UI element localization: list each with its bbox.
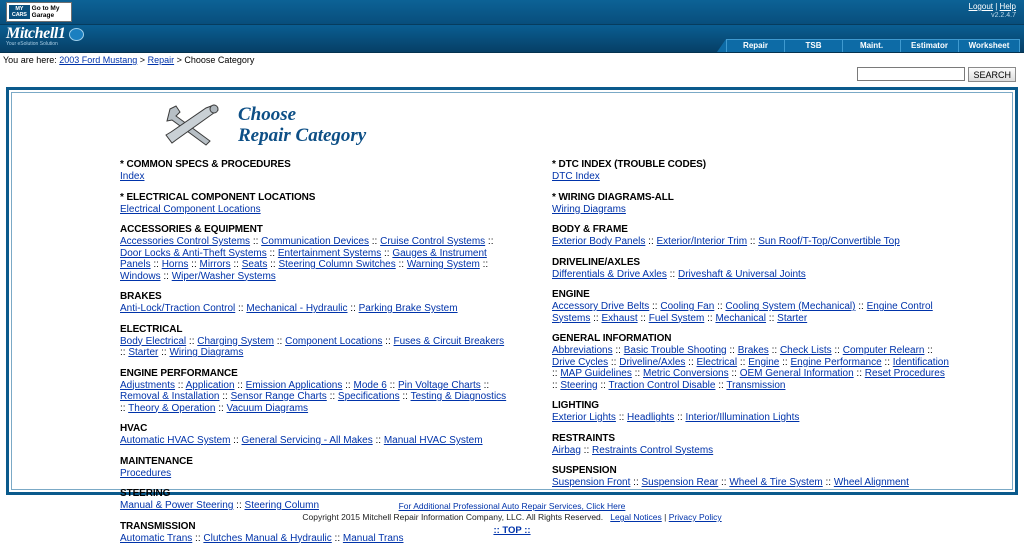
category-link[interactable]: OEM General Information: [739, 368, 854, 379]
brand-badge-icon: [69, 28, 84, 41]
link-separator: ::: [267, 259, 279, 270]
link-separator: ::: [234, 379, 246, 391]
link-separator: ::: [150, 259, 162, 270]
category-link[interactable]: Entertainment Systems: [277, 247, 382, 259]
category-columns: [12, 153, 1012, 553]
category-group-links: [120, 533, 512, 545]
category-group-links: [552, 477, 952, 489]
left-category-column: [12, 159, 512, 553]
category-group-links: [120, 171, 512, 183]
link-separator: ::: [192, 532, 204, 544]
category-link[interactable]: Basic Trouble Shooting: [623, 345, 727, 356]
category-group: [552, 465, 1012, 489]
link-separator: ::: [580, 444, 593, 456]
brand-name: Mitchell1: [6, 25, 66, 42]
category-link[interactable]: Traction Control Disable: [608, 379, 716, 391]
page-title-line-1: Choose: [238, 104, 297, 125]
link-separator: ::: [331, 532, 343, 544]
category-link[interactable]: Computer Relearn: [842, 345, 925, 356]
category-group-title: ENGINE: [552, 289, 590, 300]
category-group-title: DRIVELINE/AXLES: [552, 256, 640, 268]
link-separator: ::: [479, 259, 489, 270]
category-link[interactable]: Suspension Rear: [641, 477, 719, 488]
link-separator: ::: [395, 259, 407, 270]
category-link[interactable]: Wiper/Washer Systems: [171, 270, 276, 282]
category-link[interactable]: Manual Trans: [342, 532, 404, 544]
category-link[interactable]: Suspension Front: [552, 477, 631, 488]
category-link[interactable]: Adjustments: [120, 379, 176, 391]
category-group-title: STEERING: [120, 488, 171, 499]
category-group-title: * COMMON SPECS & PROCEDURES: [120, 159, 291, 170]
category-link[interactable]: Application: [185, 379, 235, 391]
link-separator: ::: [714, 301, 726, 312]
category-group: [552, 400, 1012, 424]
category-link[interactable]: Mirrors: [199, 259, 231, 270]
category-link[interactable]: Check Lists: [779, 345, 832, 356]
version-label: v2.2.4.7: [991, 12, 1016, 19]
category-link[interactable]: Windows: [120, 270, 161, 282]
category-link[interactable]: Starter: [777, 312, 808, 324]
category-link[interactable]: Fuses & Circuit Breakers: [393, 335, 505, 347]
category-link[interactable]: Electrical Component Locations: [120, 203, 261, 215]
link-separator: ::: [597, 379, 609, 391]
tab-worksheet[interactable]: Worksheet: [958, 39, 1020, 52]
category-link[interactable]: Manual HVAC System: [383, 435, 483, 446]
link-separator: ::: [250, 236, 262, 247]
category-link[interactable]: Mechanical - Hydraulic: [246, 303, 348, 314]
category-link[interactable]: Exterior Body Panels: [552, 236, 646, 247]
category-link[interactable]: Warning System: [406, 259, 480, 270]
category-group: [552, 224, 1012, 248]
category-group-title: TRANSMISSION: [120, 520, 196, 532]
category-group: [552, 159, 1012, 183]
link-separator: ::: [612, 345, 624, 356]
link-separator: ::: [160, 270, 172, 282]
category-link[interactable]: Engine Control Systems: [552, 301, 933, 324]
category-link[interactable]: Wheel & Tire System: [729, 477, 823, 488]
top-bar: [0, 0, 1024, 25]
page-title: [238, 104, 366, 146]
category-link[interactable]: Mode 6: [353, 379, 387, 391]
category-group-links: [552, 412, 952, 424]
category-group-title: * WIRING DIAGRAMS-ALL: [552, 191, 674, 203]
topbar-divider: |: [995, 2, 998, 11]
category-link[interactable]: DTC Index: [552, 171, 600, 182]
logout-link[interactable]: Logout: [968, 2, 993, 11]
category-link[interactable]: Driveline/Axles: [619, 356, 686, 368]
category-group-links: [552, 445, 952, 457]
category-link[interactable]: Charging System: [197, 335, 274, 347]
category-link[interactable]: Exterior Lights: [552, 412, 616, 423]
breadcrumb-sep-2: >: [176, 55, 182, 65]
link-separator: ::: [637, 312, 649, 324]
link-separator: ::: [381, 247, 393, 259]
link-separator: ::: [485, 236, 494, 247]
tab-estimator[interactable]: Estimator: [900, 39, 958, 52]
category-group-links: [120, 500, 512, 512]
tab-repair[interactable]: Repair: [726, 39, 784, 52]
category-group: [552, 289, 1012, 324]
category-link[interactable]: Cruise Control Systems: [380, 236, 486, 247]
link-separator: ::: [230, 435, 242, 446]
link-separator: ::: [649, 301, 661, 312]
link-separator: ::: [273, 335, 286, 347]
category-link[interactable]: Differentials & Drive Axles: [552, 268, 667, 280]
help-link[interactable]: Help: [999, 2, 1016, 11]
category-link[interactable]: Communication Devices: [261, 236, 369, 247]
category-group-links: [552, 301, 952, 324]
category-link[interactable]: Index: [120, 171, 145, 182]
breadcrumb-vehicle[interactable]: 2003 Ford Mustang: [59, 55, 138, 65]
link-separator: ::: [768, 345, 780, 356]
category-link[interactable]: Electrical: [696, 356, 738, 368]
category-link[interactable]: Removal & Installation: [120, 391, 220, 402]
footer-sep: |: [664, 512, 667, 522]
category-group-links: [552, 171, 952, 183]
category-link[interactable]: Steering Column Switches: [278, 259, 396, 270]
category-link[interactable]: Abbreviations: [552, 345, 613, 356]
link-separator: ::: [219, 391, 231, 402]
category-link[interactable]: Starter: [128, 347, 159, 358]
category-group-title: * ELECTRICAL COMPONENT LOCATIONS: [120, 191, 316, 203]
link-separator: ::: [158, 347, 170, 358]
my-garage-label: Go to My Garage: [31, 5, 60, 19]
category-link[interactable]: Cooling Fan: [660, 301, 715, 312]
category-link[interactable]: Accessories Control Systems: [120, 236, 251, 247]
category-link[interactable]: Identification: [892, 356, 949, 368]
link-separator: ::: [369, 236, 381, 247]
link-separator: ::: [399, 391, 411, 402]
link-separator: ::: [822, 477, 834, 488]
link-separator: ::: [704, 312, 716, 324]
category-link[interactable]: Horns: [161, 259, 189, 270]
link-separator: ::: [186, 335, 198, 347]
category-link[interactable]: Pin Voltage Charts: [397, 379, 481, 391]
link-separator: ::: [342, 379, 354, 391]
link-separator: ::: [674, 412, 686, 423]
category-link[interactable]: Emission Applications: [245, 379, 343, 391]
category-link[interactable]: Mechanical: [715, 312, 767, 324]
category-group: [120, 456, 512, 480]
category-group: [552, 192, 1012, 216]
breadcrumb-current: Choose Category: [184, 55, 255, 65]
link-separator: ::: [924, 345, 933, 356]
link-separator: ::: [552, 368, 561, 379]
category-link[interactable]: MAP Guidelines: [560, 368, 632, 379]
link-separator: ::: [347, 303, 359, 314]
category-group: [120, 488, 512, 512]
category-group-links: [120, 336, 512, 359]
link-separator: ::: [188, 259, 200, 270]
nav-tabs: [717, 38, 1020, 52]
tab-tsb[interactable]: TSB: [784, 39, 842, 52]
category-group-links: [120, 468, 512, 480]
category-link[interactable]: Wiring Diagrams: [552, 203, 626, 215]
category-group-title: MAINTENANCE: [120, 455, 193, 467]
category-group-title: ACCESSORIES & EQUIPMENT: [120, 224, 263, 235]
category-link[interactable]: Vacuum Diagrams: [226, 402, 309, 414]
category-group-links: [120, 236, 512, 282]
category-group: [552, 433, 1012, 457]
link-separator: ::: [372, 435, 384, 446]
brand-logo: [6, 26, 84, 47]
page-title-area: [12, 93, 1012, 153]
search-input[interactable]: [857, 67, 965, 81]
category-group: [120, 368, 512, 415]
link-separator: ::: [608, 356, 620, 368]
category-group-title: BODY & FRAME: [552, 224, 628, 235]
privacy-policy-link[interactable]: Privacy Policy: [668, 512, 722, 522]
category-group: [120, 192, 512, 216]
link-separator: ::: [120, 347, 129, 358]
category-group-title: * DTC INDEX (TROUBLE CODES): [552, 159, 706, 170]
nav-slant-decoration: [717, 39, 726, 52]
link-separator: ::: [881, 356, 893, 368]
category-link[interactable]: Anti-Lock/Traction Control: [120, 303, 236, 314]
category-group-links: [120, 435, 512, 447]
breadcrumb-prefix: You are here:: [3, 55, 57, 65]
link-separator: ::: [386, 379, 398, 391]
link-separator: ::: [175, 379, 186, 391]
brand-tagline: Your eSolution Solution: [6, 41, 58, 47]
back-to-top-link[interactable]: :: TOP ::: [493, 525, 531, 536]
category-group: [120, 324, 512, 359]
category-group-links: [120, 380, 512, 415]
page-title-line-2: Repair Category: [238, 125, 367, 146]
wrench-screwdriver-icon: [162, 103, 232, 147]
category-group: [120, 291, 512, 315]
category-group: [120, 521, 512, 545]
search-row: [0, 67, 1024, 85]
legal-notices-link[interactable]: Legal Notices: [610, 512, 662, 522]
link-separator: ::: [120, 402, 129, 414]
link-separator: ::: [766, 312, 778, 324]
category-link[interactable]: Procedures: [120, 467, 172, 479]
category-group-title: RESTRAINTS: [552, 432, 615, 444]
link-separator: ::: [747, 236, 759, 247]
professional-services-link[interactable]: For Additional Professional Auto Repair Services, Click Here: [398, 501, 626, 511]
category-group-title: HVAC: [120, 423, 148, 434]
link-separator: ::: [382, 335, 394, 347]
link-separator: ::: [266, 247, 278, 259]
link-separator: ::: [230, 259, 242, 270]
category-link[interactable]: General Servicing - All Makes: [241, 435, 373, 446]
category-link[interactable]: Seats: [241, 259, 268, 270]
category-link[interactable]: Accessory Drive Belts: [552, 301, 650, 312]
right-category-column: [512, 159, 1012, 553]
link-separator: ::: [728, 368, 740, 379]
link-separator: ::: [853, 368, 865, 379]
category-link[interactable]: Exterior/Interior Trim: [656, 236, 748, 247]
link-separator: ::: [631, 368, 643, 379]
category-group-title: GENERAL INFORMATION: [552, 333, 672, 344]
category-link[interactable]: Specifications: [337, 391, 400, 402]
category-group-title: LIGHTING: [552, 400, 599, 411]
copyright-text: Copyright 2015 Mitchell Repair Information Company, LLC. All Rights Reserved.: [302, 512, 604, 522]
category-link[interactable]: Door Locks & Anti-Theft Systems: [120, 247, 267, 259]
link-separator: ::: [615, 412, 628, 423]
category-group-links: [120, 303, 512, 315]
category-link[interactable]: Wiring Diagrams: [169, 347, 244, 358]
category-group-links: [552, 345, 952, 391]
category-group-links: [552, 269, 952, 281]
search-button[interactable]: SEARCH: [968, 67, 1016, 82]
category-group: [120, 224, 512, 282]
link-separator: ::: [831, 345, 843, 356]
category-link[interactable]: Interior/Illumination Lights: [685, 412, 800, 423]
category-link[interactable]: Parking Brake System: [358, 303, 458, 314]
category-link[interactable]: Drive Cycles: [552, 356, 609, 368]
link-separator: ::: [726, 345, 738, 356]
link-separator: ::: [215, 402, 227, 414]
link-separator: ::: [233, 500, 245, 511]
link-separator: ::: [718, 477, 730, 488]
category-group: [552, 257, 1012, 281]
category-link[interactable]: Theory & Operation: [128, 402, 216, 414]
category-link[interactable]: Sun Roof/T-Top/Convertible Top: [758, 236, 900, 247]
my-cars-logo: MY CARS: [9, 5, 30, 19]
link-separator: ::: [326, 391, 338, 402]
category-group: [552, 333, 1012, 391]
category-link[interactable]: Automatic HVAC System: [120, 435, 231, 446]
category-link[interactable]: Steering: [560, 379, 598, 391]
category-link[interactable]: Restraints Control Systems: [592, 444, 714, 456]
link-separator: ::: [737, 356, 749, 368]
category-group-links: [120, 204, 512, 216]
category-link[interactable]: Engine: [748, 356, 780, 368]
link-separator: ::: [480, 379, 490, 391]
category-group: [120, 423, 512, 447]
category-link[interactable]: Brakes: [737, 345, 769, 356]
category-link[interactable]: Fuel System: [648, 312, 705, 324]
my-garage-button[interactable]: [6, 2, 72, 22]
category-link[interactable]: Driveshaft & Universal Joints: [677, 268, 806, 280]
link-separator: ::: [630, 477, 642, 488]
category-link[interactable]: Automatic Trans: [120, 532, 193, 544]
category-link[interactable]: Airbag: [552, 444, 581, 456]
category-link[interactable]: Gauges & Instrument Panels: [120, 247, 487, 270]
link-separator: ::: [855, 301, 867, 312]
top-bar-right: [969, 2, 1016, 20]
category-link[interactable]: Cooling System (Mechanical): [725, 301, 856, 312]
tab-maint[interactable]: Maint.: [842, 39, 900, 52]
breadcrumb: [0, 53, 1024, 67]
category-link[interactable]: Exhaust: [601, 312, 638, 324]
category-group-links: [552, 236, 952, 248]
category-link[interactable]: Reset Procedures: [864, 368, 945, 379]
category-link[interactable]: Body Electrical: [120, 335, 187, 347]
link-separator: ::: [666, 268, 678, 280]
category-group-title: BRAKES: [120, 291, 162, 302]
category-link[interactable]: Metric Conversions: [643, 368, 729, 379]
category-group-title: SUSPENSION: [552, 465, 617, 476]
category-link[interactable]: Clutches Manual & Hydraulic: [203, 532, 332, 544]
link-separator: ::: [685, 356, 697, 368]
category-link[interactable]: Transmission: [726, 379, 786, 391]
category-group: [120, 159, 512, 183]
category-link[interactable]: Manual & Power Steering: [120, 500, 234, 511]
search-area: [857, 67, 1016, 82]
link-separator: ::: [552, 379, 561, 391]
link-separator: ::: [779, 356, 791, 368]
category-link[interactable]: Steering Column: [244, 500, 320, 511]
link-separator: ::: [235, 303, 247, 314]
link-separator: ::: [645, 236, 657, 247]
category-group-links: [552, 204, 952, 216]
category-link[interactable]: Testing & Diagnostics: [410, 391, 507, 402]
category-link[interactable]: Sensor Range Charts: [230, 391, 327, 402]
category-group-title: ENGINE PERFORMANCE: [120, 367, 238, 379]
category-link[interactable]: Engine Performance: [790, 356, 882, 368]
breadcrumb-repair[interactable]: Repair: [147, 55, 175, 65]
category-link[interactable]: Wheel Alignment: [833, 477, 909, 488]
category-link[interactable]: Headlights: [627, 412, 675, 423]
nav-bar: [0, 25, 1024, 53]
breadcrumb-sep-1: >: [139, 55, 146, 65]
category-link[interactable]: Component Locations: [285, 335, 383, 347]
link-separator: ::: [590, 312, 602, 324]
link-separator: ::: [715, 379, 727, 391]
category-group-title: ELECTRICAL: [120, 323, 183, 335]
